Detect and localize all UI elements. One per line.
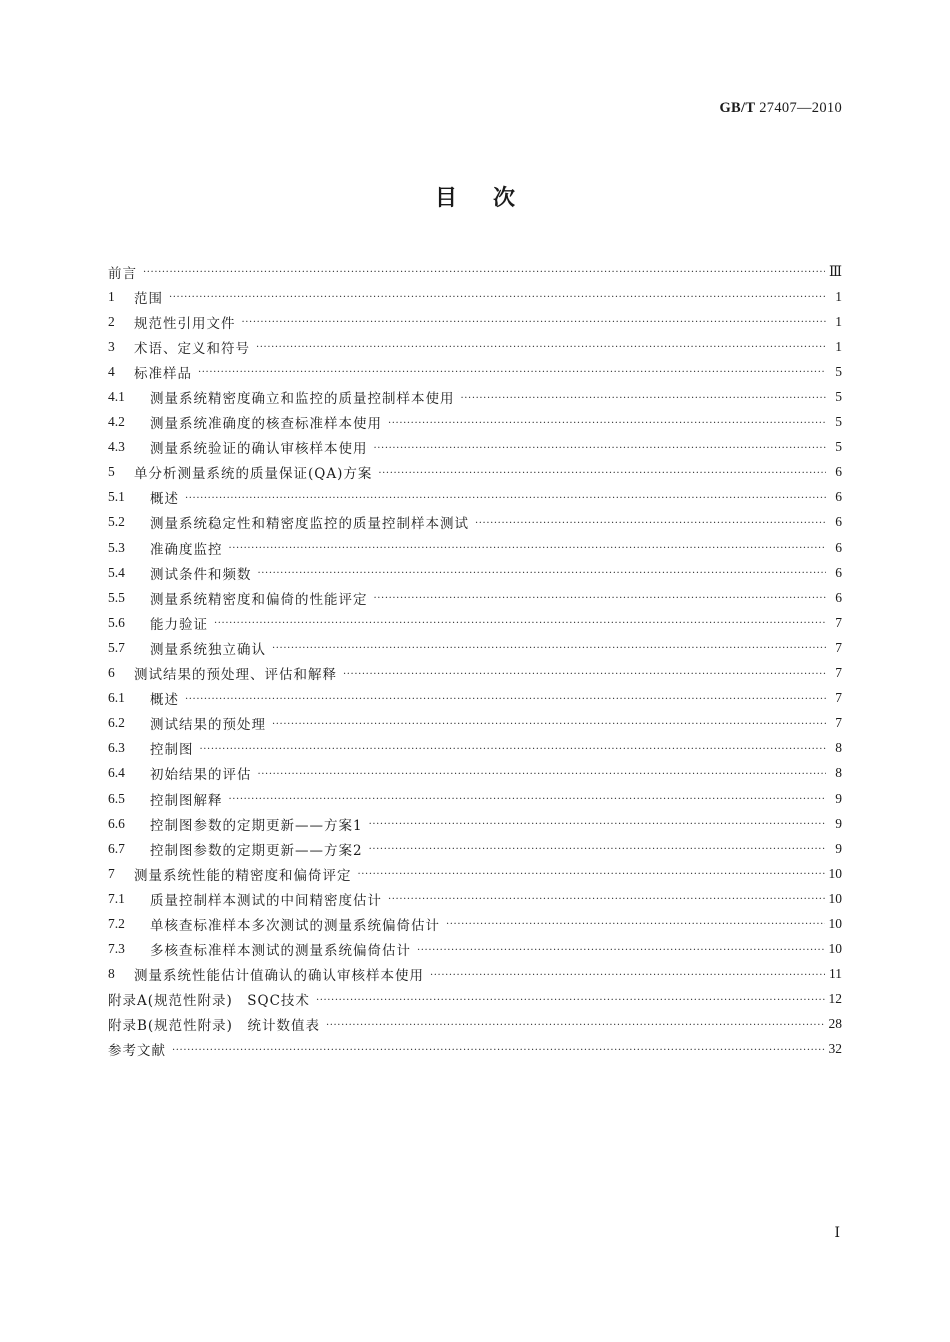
toc-dot-leader bbox=[200, 744, 827, 755]
toc-dot-leader bbox=[417, 945, 825, 956]
toc-entry-page: 5 bbox=[835, 363, 842, 379]
toc-entry-number: 6.4 bbox=[108, 765, 125, 781]
toc-entry-number: 4.1 bbox=[108, 389, 125, 405]
toc-entry-title: 准确度监控 bbox=[150, 541, 223, 558]
toc-entry[interactable] bbox=[108, 535, 842, 560]
toc-entry[interactable] bbox=[108, 560, 842, 585]
toc-entry-title: 测试结果的预处理、评估和解释 bbox=[134, 667, 337, 684]
toc-entry[interactable] bbox=[108, 635, 842, 660]
toc-entry-title: 测量系统准确度的核查标准样本使用 bbox=[150, 416, 382, 433]
toc-entry-number: 6 bbox=[108, 665, 115, 681]
toc-entry-title: 测量系统验证的确认审核样本使用 bbox=[150, 441, 368, 458]
toc-entry-page: 10 bbox=[828, 941, 842, 957]
toc-entry-page: 12 bbox=[828, 991, 842, 1007]
standard-number: 27407—2010 bbox=[759, 100, 842, 116]
toc-entry-page: 9 bbox=[835, 790, 842, 806]
toc-entry[interactable] bbox=[108, 259, 842, 284]
toc-entry[interactable] bbox=[108, 861, 842, 886]
toc-entry[interactable] bbox=[108, 510, 842, 535]
toc-entry[interactable] bbox=[108, 309, 842, 334]
toc-entry-number: 5.4 bbox=[108, 564, 125, 580]
page-title: 目次 bbox=[434, 186, 551, 211]
toc-entry[interactable] bbox=[108, 661, 842, 686]
toc-dot-leader bbox=[272, 719, 826, 730]
table-of-contents bbox=[108, 259, 842, 1062]
toc-entry-number: 6.2 bbox=[108, 715, 125, 731]
toc-dot-leader bbox=[430, 970, 825, 981]
toc-entry-number: 5.6 bbox=[108, 614, 125, 630]
toc-entry-page: 7 bbox=[835, 690, 842, 706]
toc-entry-number: 3 bbox=[108, 338, 115, 354]
toc-entry[interactable] bbox=[108, 937, 842, 962]
toc-dot-leader bbox=[316, 995, 825, 1006]
toc-dot-leader bbox=[198, 367, 826, 378]
toc-dot-leader bbox=[258, 769, 827, 780]
toc-dot-leader bbox=[229, 794, 827, 805]
toc-entry-page: 9 bbox=[835, 815, 842, 831]
toc-entry[interactable] bbox=[108, 1037, 842, 1062]
toc-dot-leader bbox=[326, 1020, 825, 1031]
toc-entry-page: 6 bbox=[835, 464, 842, 480]
toc-entry-page: 6 bbox=[835, 589, 842, 605]
toc-dot-leader bbox=[446, 919, 825, 930]
toc-entry[interactable] bbox=[108, 736, 842, 761]
toc-dot-leader bbox=[185, 493, 826, 504]
toc-entry-title: 前言 bbox=[108, 265, 137, 282]
toc-dot-leader bbox=[358, 869, 825, 880]
toc-entry-title: 测量系统性能的精密度和偏倚评定 bbox=[134, 867, 352, 884]
toc-entry-page: 28 bbox=[828, 1016, 842, 1032]
toc-entry-page: 10 bbox=[828, 890, 842, 906]
toc-entry[interactable] bbox=[108, 911, 842, 936]
toc-entry-number: 8 bbox=[108, 966, 115, 982]
toc-entry[interactable] bbox=[108, 359, 842, 384]
toc-entry-title: 控制图参数的定期更新——方案1 bbox=[150, 817, 363, 834]
toc-entry-number: 6.5 bbox=[108, 790, 125, 806]
toc-entry-page: 7 bbox=[835, 715, 842, 731]
toc-dot-leader bbox=[272, 643, 826, 654]
toc-entry-page: 1 bbox=[835, 338, 842, 354]
toc-entry[interactable] bbox=[108, 987, 842, 1012]
toc-entry-page: 6 bbox=[835, 539, 842, 555]
toc-entry-title: 标准样品 bbox=[134, 365, 192, 382]
toc-entry-page: 10 bbox=[828, 915, 842, 931]
toc-entry-title: 初始结果的评估 bbox=[150, 767, 252, 784]
toc-entry[interactable] bbox=[108, 962, 842, 987]
toc-entry-number: 5.5 bbox=[108, 589, 125, 605]
toc-entry-page: 9 bbox=[835, 840, 842, 856]
toc-entry-page: 11 bbox=[829, 966, 842, 982]
toc-dot-leader bbox=[374, 443, 827, 454]
toc-entry-title: 质量控制样本测试的中间精密度估计 bbox=[150, 892, 382, 909]
toc-entry-title: 附录B(规范性附录) 统计数值表 bbox=[108, 1018, 320, 1035]
toc-entry-page: 5 bbox=[835, 414, 842, 430]
toc-entry-title: 能力验证 bbox=[150, 616, 208, 633]
toc-entry-number: 1 bbox=[108, 288, 115, 304]
toc-entry[interactable] bbox=[108, 585, 842, 610]
page-number: Ⅰ bbox=[834, 1226, 840, 1241]
toc-entry-number: 6.6 bbox=[108, 815, 125, 831]
toc-entry-page: 6 bbox=[835, 514, 842, 530]
toc-entry-number: 6.1 bbox=[108, 690, 125, 706]
toc-entry-title: 单核查标准样本多次测试的测量系统偏倚估计 bbox=[150, 917, 440, 934]
toc-dot-leader bbox=[378, 468, 826, 479]
toc-entry-number: 7.3 bbox=[108, 941, 125, 957]
toc-dot-leader bbox=[388, 418, 826, 429]
toc-entry-page: Ⅲ bbox=[828, 263, 842, 279]
toc-dot-leader bbox=[374, 593, 827, 604]
toc-entry-number: 5.3 bbox=[108, 539, 125, 555]
toc-entry[interactable] bbox=[108, 811, 842, 836]
toc-entry[interactable] bbox=[108, 1012, 842, 1037]
toc-entry-page: 5 bbox=[835, 389, 842, 405]
toc-dot-leader bbox=[369, 844, 826, 855]
toc-dot-leader bbox=[214, 618, 826, 629]
toc-entry-page: 5 bbox=[835, 439, 842, 455]
toc-entry-title: 测量系统独立确认 bbox=[150, 641, 266, 658]
toc-dot-leader bbox=[343, 669, 826, 680]
toc-entry-page: 6 bbox=[835, 489, 842, 505]
toc-dot-leader bbox=[229, 543, 827, 554]
toc-entry-number: 4.3 bbox=[108, 439, 125, 455]
toc-dot-leader bbox=[242, 317, 827, 328]
toc-entry[interactable] bbox=[108, 284, 842, 309]
toc-entry-title: 范围 bbox=[134, 290, 163, 307]
toc-entry-title: 概述 bbox=[150, 692, 179, 709]
toc-entry[interactable] bbox=[108, 460, 842, 485]
toc-entry-title: 测量系统稳定性和精密度监控的质量控制样本测试 bbox=[150, 516, 469, 533]
toc-entry-number: 7 bbox=[108, 865, 115, 881]
toc-entry-number: 5.7 bbox=[108, 639, 125, 655]
toc-entry-page: 1 bbox=[835, 288, 842, 304]
toc-dot-leader bbox=[258, 568, 827, 579]
toc-entry[interactable] bbox=[108, 786, 842, 811]
toc-entry-page: 7 bbox=[835, 639, 842, 655]
toc-entry-title: 控制图 bbox=[150, 742, 194, 759]
toc-entry[interactable] bbox=[108, 761, 842, 786]
toc-entry[interactable] bbox=[108, 711, 842, 736]
toc-entry-number: 7.1 bbox=[108, 890, 125, 906]
toc-entry[interactable] bbox=[108, 334, 842, 359]
toc-entry-page: 1 bbox=[835, 313, 842, 329]
toc-entry-title: 附录A(规范性附录) SQC技术 bbox=[108, 993, 310, 1010]
toc-entry-title: 测量系统性能估计值确认的确认审核样本使用 bbox=[134, 968, 424, 985]
toc-entry-number: 2 bbox=[108, 313, 115, 329]
toc-entry-title: 术语、定义和符号 bbox=[134, 340, 250, 357]
toc-entry-number: 4.2 bbox=[108, 414, 125, 430]
toc-entry-title: 测试条件和频数 bbox=[150, 566, 252, 583]
toc-entry-title: 多核查标准样本测试的测量系统偏倚估计 bbox=[150, 943, 411, 960]
toc-entry-page: 6 bbox=[835, 564, 842, 580]
toc-entry-page: 10 bbox=[828, 865, 842, 881]
toc-dot-leader bbox=[172, 1045, 825, 1056]
toc-entry[interactable] bbox=[108, 410, 842, 435]
toc-dot-leader bbox=[185, 694, 826, 705]
toc-entry-title: 单分析测量系统的质量保证(QA)方案 bbox=[134, 466, 373, 483]
toc-dot-leader bbox=[169, 292, 826, 303]
toc-entry-page: 7 bbox=[835, 665, 842, 681]
toc-entry-title: 测量系统精密度和偏倚的性能评定 bbox=[150, 591, 368, 608]
toc-entry[interactable] bbox=[108, 686, 842, 711]
toc-entry[interactable] bbox=[108, 485, 842, 510]
toc-dot-leader bbox=[461, 393, 827, 404]
toc-entry[interactable] bbox=[108, 435, 842, 460]
toc-entry-number: 4 bbox=[108, 363, 115, 379]
toc-dot-leader bbox=[369, 819, 826, 830]
toc-entry-page: 7 bbox=[835, 614, 842, 630]
toc-entry-page: 8 bbox=[835, 740, 842, 756]
toc-entry-number: 6.3 bbox=[108, 740, 125, 756]
toc-entry-title: 测试结果的预处理 bbox=[150, 717, 266, 734]
toc-entry-title: 参考文献 bbox=[108, 1043, 166, 1060]
toc-dot-leader bbox=[256, 342, 826, 353]
toc-entry-number: 5.1 bbox=[108, 489, 125, 505]
toc-dot-leader bbox=[388, 894, 825, 905]
toc-entry-page: 32 bbox=[828, 1041, 842, 1057]
toc-entry-number: 5 bbox=[108, 464, 115, 480]
toc-entry-title: 控制图参数的定期更新——方案2 bbox=[150, 842, 363, 859]
toc-entry-page: 8 bbox=[835, 765, 842, 781]
toc-entry-number: 5.2 bbox=[108, 514, 125, 530]
toc-entry-title: 测量系统精密度确立和监控的质量控制样本使用 bbox=[150, 391, 455, 408]
toc-entry-title: 控制图解释 bbox=[150, 792, 223, 809]
toc-entry-number: 7.2 bbox=[108, 915, 125, 931]
toc-entry[interactable] bbox=[108, 610, 842, 635]
toc-entry[interactable] bbox=[108, 384, 842, 409]
toc-entry-title: 概述 bbox=[150, 491, 179, 508]
toc-dot-leader bbox=[475, 518, 826, 529]
standard-code bbox=[719, 100, 842, 117]
standard-prefix: GB/T bbox=[719, 100, 756, 116]
toc-dot-leader bbox=[143, 267, 825, 278]
toc-entry-number: 6.7 bbox=[108, 840, 125, 856]
toc-entry[interactable] bbox=[108, 836, 842, 861]
toc-entry-title: 规范性引用文件 bbox=[134, 315, 236, 332]
toc-entry[interactable] bbox=[108, 886, 842, 911]
